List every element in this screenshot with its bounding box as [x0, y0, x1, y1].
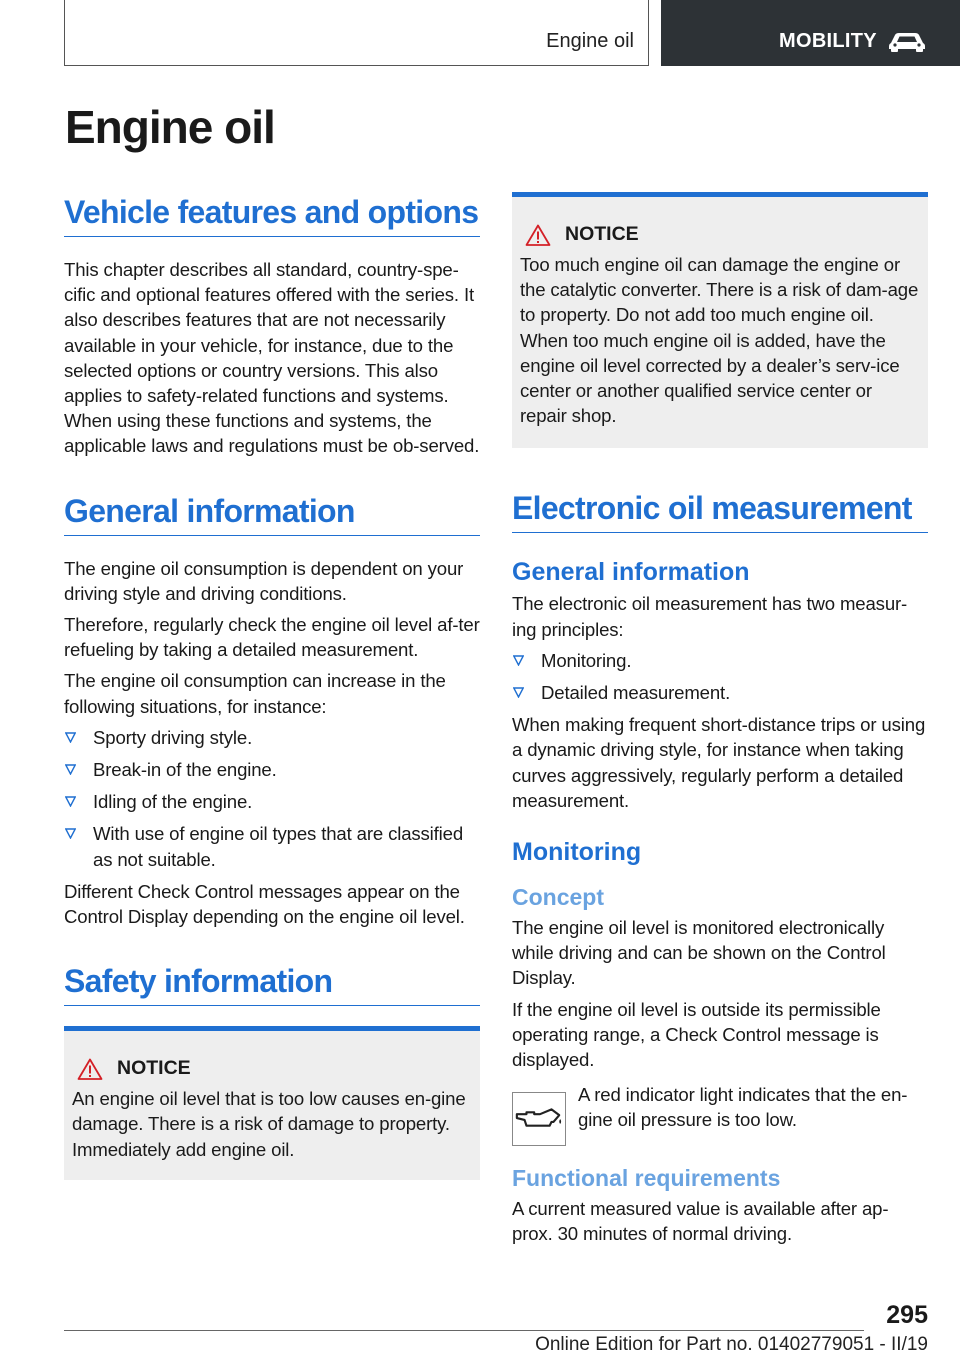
list-item: Sporty driving style. — [64, 725, 480, 750]
list-item: Idling of the engine. — [64, 789, 480, 814]
functional-requirements-text: A current measured value is available after ap-prox. 30 minutes of normal driving. — [512, 1198, 889, 1245]
notice-box — [64, 1026, 480, 1180]
notice-box — [512, 192, 928, 448]
notice-text: An engine oil level that is too low causes en-gine damage. There is a risk of damage to property. Immediately add engine oil. — [72, 1088, 466, 1160]
right-column — [512, 192, 928, 1253]
eom-paragraph-1: The electronic oil measurement has two measur-ing principles: — [512, 593, 908, 640]
notice-text: Too much engine oil can damage the engine or the catalytic converter. There is a risk of dam-age to property. Do not add too much engine oil. When too much engine oil is added, have the engine oil level corrected by a dealer’s serv-ice center or another qualified service center or repair shop. — [520, 254, 919, 427]
footer-edition: Online Edition for Part no. 01402779051 - II/19 — [535, 1334, 928, 1355]
car-icon — [887, 29, 927, 53]
electronic-oil-measurement-heading: Electronic oil measurement — [512, 490, 928, 533]
principles-list — [512, 648, 928, 705]
footer-divider — [64, 1330, 864, 1331]
general-info-paragraph-2: Therefore, regularly check the engine oil level af-ter refueling by taking a detailed measurement. — [64, 614, 480, 661]
triangle-bullet-icon — [513, 655, 524, 666]
triangle-bullet-icon — [65, 732, 76, 743]
general-info-paragraph-1: The engine oil consumption is dependent on your driving style and driving conditions. — [64, 557, 464, 604]
warning-icon — [525, 224, 551, 246]
page-number: 295 — [886, 1301, 928, 1329]
header-section-title: Engine oil — [546, 30, 634, 52]
header-section-box — [64, 0, 649, 66]
notice-title: NOTICE — [565, 223, 639, 245]
warning-icon — [77, 1058, 103, 1080]
vehicle-features-text: This chapter describes all standard, country-spe-cific and optional features offered with the series. It also describes features that are not necessarily available in your vehicle, for instance, due to the selected options or country versions. This also applies to safety-related functions and systems. When using these functions and systems, the applicable laws and regulations must be ob-served. — [64, 259, 480, 457]
general-info-paragraph-4: Different Check Control messages appear on the Control Display depending on the engine oil level. — [64, 880, 465, 928]
list-item: Break-in of the engine. — [64, 757, 480, 782]
eom-paragraph-2: When making frequent short-distance trips or using a dynamic driving style, for instance when taking curves aggressively, regularly perform a detailed measurement. — [512, 714, 926, 811]
indicator-row — [512, 1082, 928, 1146]
triangle-bullet-icon — [65, 796, 76, 807]
monitoring-heading: Monitoring — [512, 838, 642, 867]
general-information-heading: General information — [64, 493, 480, 536]
functional-requirements-heading: Functional requirements — [512, 1165, 781, 1192]
list-item: Detailed measurement. — [512, 680, 928, 705]
oil-indicator-box — [512, 1092, 566, 1146]
list-item: With use of engine oil types that are classified as not suitable. — [64, 821, 480, 871]
general-info-paragraph-3: The engine oil consumption can increase in the following situations, for instance: — [64, 670, 446, 717]
general-information-subheading: General information — [512, 558, 750, 587]
concept-paragraph-1: The engine oil level is monitored electronically while driving and can be shown on the Control Display. — [512, 917, 886, 989]
concept-heading: Concept — [512, 884, 604, 911]
concept-paragraph-2: If the engine oil level is outside its permissible operating range, a Check Control message is displayed. — [512, 998, 881, 1071]
page-title: Engine oil — [65, 101, 275, 153]
triangle-bullet-icon — [513, 687, 524, 698]
triangle-bullet-icon — [65, 828, 76, 839]
oil-can-icon — [513, 1093, 565, 1145]
situations-list — [64, 725, 480, 872]
notice-title: NOTICE — [117, 1057, 191, 1080]
left-column — [64, 194, 480, 1180]
list-item: Monitoring. — [512, 648, 928, 673]
header-chapter-label: MOBILITY — [779, 30, 877, 52]
vehicle-features-heading: Vehicle features and options — [64, 194, 480, 237]
triangle-bullet-icon — [65, 764, 76, 775]
header-chapter-tab — [661, 0, 960, 66]
safety-information-heading: Safety information — [64, 963, 480, 1006]
indicator-text: A red indicator light indicates that the en-gine oil pressure is too low. — [578, 1084, 908, 1131]
